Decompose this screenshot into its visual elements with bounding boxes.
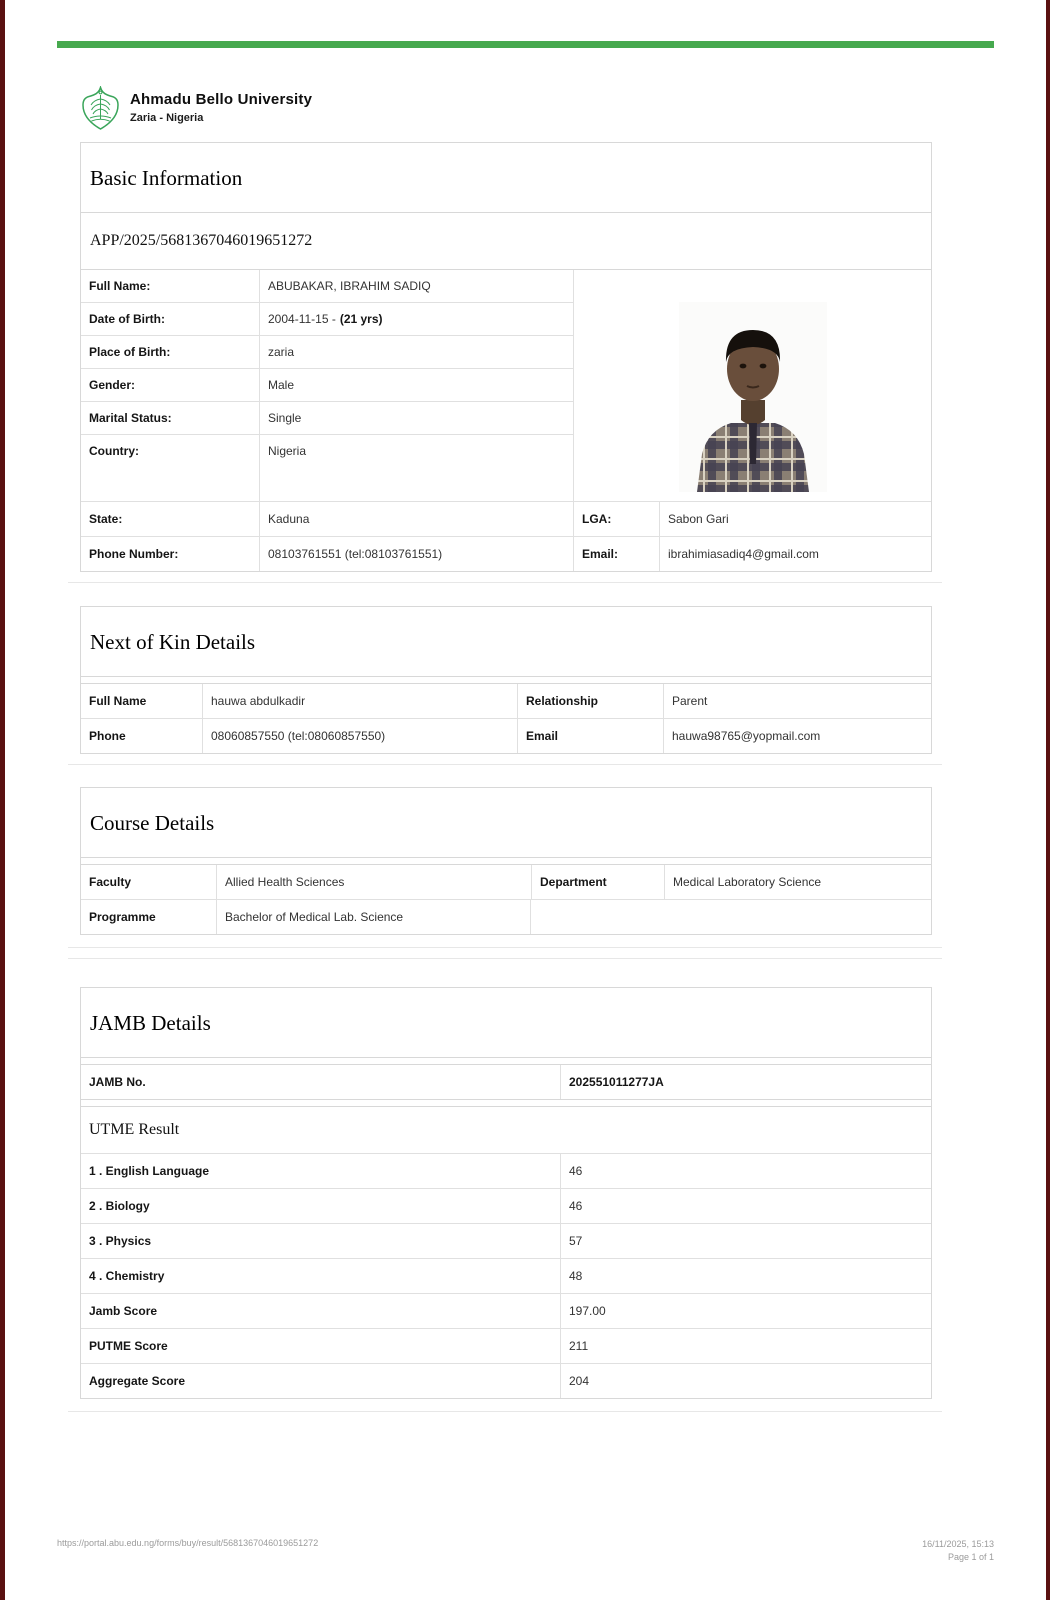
left-red-edge-strip xyxy=(0,0,5,1600)
dob-date: 2004-11-15 - xyxy=(268,312,336,326)
right-red-edge-strip xyxy=(1046,0,1050,1600)
nok-value-full-name: hauwa abdulkadir xyxy=(202,684,517,719)
footer-print-datetime: 16/11/2025, 15:13 xyxy=(922,1539,994,1549)
field-label-date-of-birth: Date of Birth: xyxy=(81,303,259,336)
jamb-number-row xyxy=(81,1064,931,1100)
field-value-email: ibrahimiasadiq4@gmail.com xyxy=(659,537,931,571)
section-divider xyxy=(68,764,942,765)
next-of-kin-table xyxy=(81,683,931,753)
field-label-place-of-birth: Place of Birth: xyxy=(81,336,259,369)
course-details-card xyxy=(80,787,932,935)
jamb-score-label: Jamb Score xyxy=(81,1294,560,1329)
field-value-lga: Sabon Gari xyxy=(659,502,931,537)
basic-information-table xyxy=(81,270,931,502)
basic-contact-table xyxy=(81,502,931,571)
section-divider xyxy=(68,947,942,948)
footer-page-number: Page 1 of 1 xyxy=(947,1552,994,1562)
course-value-programme: Bachelor of Medical Lab. Science xyxy=(216,900,531,934)
nok-value-phone: 08060857550 (tel:08060857550) xyxy=(202,719,517,753)
subject-label-biology: 2 . Biology xyxy=(81,1189,560,1224)
field-label-email: Email: xyxy=(573,537,659,571)
university-name: Ahmadu Bello University xyxy=(130,91,313,108)
section-divider xyxy=(68,1411,942,1412)
field-value-country: Nigeria xyxy=(259,435,573,502)
section-divider xyxy=(68,958,942,959)
jamb-details-card xyxy=(80,987,932,1399)
field-value-date-of-birth xyxy=(259,303,573,336)
field-value-state: Kaduna xyxy=(259,502,573,537)
field-value-marital-status: Single xyxy=(259,402,573,435)
next-of-kin-title: Next of Kin Details xyxy=(81,607,931,677)
university-location: Zaria - Nigeria xyxy=(130,112,204,124)
course-details-title: Course Details xyxy=(81,788,931,858)
jamb-details-title: JAMB Details xyxy=(81,988,931,1058)
aggregate-score-value: 204 xyxy=(560,1364,931,1398)
subject-score-biology: 46 xyxy=(560,1189,931,1224)
field-label-lga: LGA: xyxy=(573,502,659,537)
jamb-no-label: JAMB No. xyxy=(89,1075,146,1089)
utme-result-heading: UTME Result xyxy=(81,1107,931,1154)
field-label-marital-status: Marital Status: xyxy=(81,402,259,435)
nok-label-relationship: Relationship xyxy=(517,684,663,719)
university-brand-header xyxy=(80,86,312,136)
course-label-faculty: Faculty xyxy=(81,865,216,900)
field-label-full-name: Full Name: xyxy=(81,270,259,303)
course-details-table xyxy=(81,864,931,934)
applicant-passport-photo xyxy=(679,302,827,497)
putme-score-label: PUTME Score xyxy=(81,1329,560,1364)
top-green-accent-bar xyxy=(57,41,994,48)
field-value-phone-number: 08103761551 (tel:08103761551) xyxy=(259,537,573,571)
subject-label-physics: 3 . Physics xyxy=(81,1224,560,1259)
field-label-state: State: xyxy=(81,502,259,537)
nok-label-phone: Phone xyxy=(89,729,126,743)
section-divider xyxy=(68,582,942,583)
field-value-full-name: ABUBAKAR, IBRAHIM SADIQ xyxy=(259,270,573,303)
field-value-gender: Male xyxy=(259,369,573,402)
photo-cell xyxy=(573,270,931,502)
footer-meta xyxy=(922,1538,994,1564)
subject-label-chemistry: 4 . Chemistry xyxy=(81,1259,560,1294)
nok-label-email: Email xyxy=(517,719,663,753)
course-label-department: Department xyxy=(531,865,664,900)
aggregate-score-label: Aggregate Score xyxy=(89,1374,186,1388)
utme-subjects-grid xyxy=(81,1154,931,1398)
nok-value-relationship: Parent xyxy=(663,684,931,719)
application-number: APP/2025/5681367046019651272 xyxy=(81,213,931,270)
nok-label-full-name: Full Name xyxy=(81,684,202,719)
field-label-country: Country: xyxy=(81,435,259,502)
jamb-score-value: 197.00 xyxy=(560,1294,931,1329)
course-value-department: Medical Laboratory Science xyxy=(664,865,931,900)
basic-information-title: Basic Information xyxy=(81,143,931,213)
field-value-place-of-birth: zaria xyxy=(259,336,573,369)
next-of-kin-card xyxy=(80,606,932,754)
subject-score-english: 46 xyxy=(560,1154,931,1189)
course-label-programme: Programme xyxy=(89,910,156,924)
field-label-gender: Gender: xyxy=(81,369,259,402)
putme-score-value: 211 xyxy=(560,1329,931,1364)
subject-label-english: 1 . English Language xyxy=(81,1154,560,1189)
course-value-faculty: Allied Health Sciences xyxy=(216,865,531,900)
field-label-phone-number: Phone Number: xyxy=(89,547,179,561)
utme-result-table xyxy=(81,1106,931,1398)
abu-crest-icon xyxy=(80,86,121,136)
dob-age: (21 yrs) xyxy=(339,312,383,326)
footer-source-url: https://portal.abu.edu.ng/forms/buy/result/5681367046019651272 xyxy=(57,1538,319,1548)
document-body xyxy=(80,142,932,1412)
empty-cell xyxy=(531,900,931,934)
nok-value-email: hauwa98765@yopmail.com xyxy=(663,719,931,753)
basic-information-card xyxy=(80,142,932,572)
jamb-no-value: 202551011277JA xyxy=(560,1065,931,1099)
subject-score-chemistry: 48 xyxy=(560,1259,931,1294)
subject-score-physics: 57 xyxy=(560,1224,931,1259)
